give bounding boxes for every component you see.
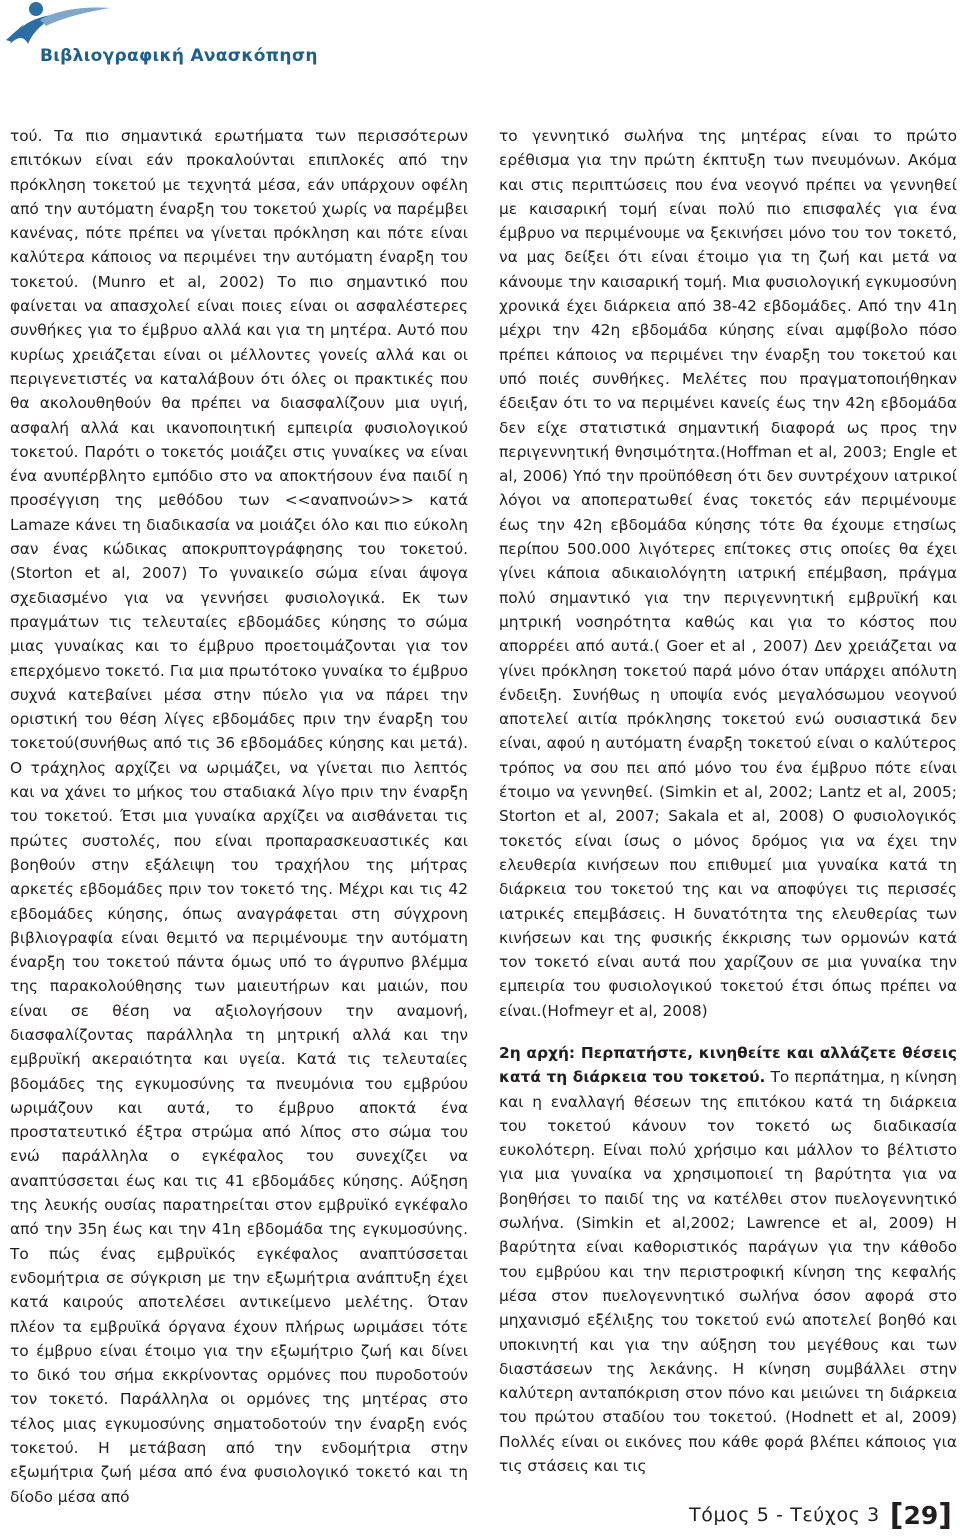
issue-label: Τόμος 5 - Τεύχος 3 [689,1504,880,1526]
subsection-body: Το περπάτημα, η κίνηση και η εναλλαγή θέσεων της επιτόκου κατά τη διάρκεια του τοκετού κάνουν τον τοκετό ως διαδικασία ευκολότερη. Είναι πολύ χρήσιμο και μάλλον το βέλτιστο για μια γυναίκα να χρησιμοποιεί τη βαρύτητα για να βοηθήσει το παιδί της να κατέλθει στον πυελογεννητικό σωλήνα. (Simkin et al,2002; Lawrence et al, 2009) Η βαρύτητα είναι καθοριστικός παράγων για την κάθοδο του εμβρύου και την περιστροφική κίνηση της κεφαλής μέσα στον πυελογεννητικό σωλήνα όσον αφορά στο μηχανισμό εξέλιξης του τοκετού ενώ αποτελεί βοηθό και υποκινητή και για την αύξηση του μεγέθους και των διαστάσεων της λεκάνης. Η κίνηση συμβάλλει στην καλύτερη ανταπόκριση στον πόνο και μειώνει τη διάρκεια του πρώτου σταδίου του τοκετού. (Hodnett et al, 2009) Πολλές είναι οι εικόνες που κάθε φορά βλέπει κάποιος για τις στάσεις και τις [499,1068,957,1476]
right-column-paragraph-1: το γεννητικό σωλήνα της μητέρας είναι το πρώτο ερέθισμα για την πρώτη έκπτυξη των πνευμόνων. Ακόμα και στις περιπτώσεις που ένα νεογνό πρέπει να γεννηθεί με καισαρική τομή είναι πολύ πιο επισφαλές για ένα έμβρυο να περιμένουμε να ξεκινήσει μόνο του τον τοκετό, να μας δείξει ότι είναι έτοιμο για τη ζωή και μετά να κάνουμε την καισαρική τομή. Μια φυσιολογική εγκυμοσύνη χρονικά έχει διάρκεια από 38-42 εβδομάδες. Από την 41η μέχρι την 42η εβδομάδα κύησης είναι αμφίβολο πόσο πρέπει κάποιος να περιμένει την έναρξη του τοκετού και υπό ποιές συνθήκες. Μελέτες που πραγματοποιήθηκαν έδειξαν ότι το να περιμένει κανείς έως την 42η εβδομάδα δεν είχε στατιστικά σημαντική διαφορά ως προς την περιγεννητική θνησιμότητα.(Hoffman et al, 2003; Engle et al, 2006) Υπό την προϋπόθεση ότι δεν συντρέχουν ιατρικοί λόγοι να αποπερατωθεί ένας τοκετός εάν περιμένουμε έως την 42η εβδομάδα κύησης τότε θα έχουμε ετησίως περίπου 500.000 λιγότερες επίτοκες στις οποίες θα έχει γίνει κάποια αδικαιολόγητη ιατρική επέμβαση, πράγμα πολύ σημαντικό για την περιγεννητική εμβρυϊκή και μητρική νοσηρότητα καθώς και για το κόστος που απορρέει από αυτά.( Goer et al , 2007) Δεν χρειάζεται να γίνει πρόκληση τοκετού παρά μόνο όταν υπάρχει απόλυτη ένδειξη. Συνήθως η υποψία ενός μεγαλόσωμου νεογνού αποτελεί αιτία πρόκλησης τοκετού ενώ ουσιαστικά δεν είναι, αφού η αυτόματη έναρξη τοκετού είναι ο καλύτερος τρόπος να σου πει από μόνο του ένα έμβρυο πότε είναι έτοιμο να γεννηθεί. (Simkin et al, 2002; Lantz et al, 2005; Storton et al, 2007; Sakala et al, 2008) Ο φυσιολογικός τοκετός είναι ίσως ο μόνος δρόμος για να έχει την ελευθερία κινήσεων που επιθυμεί μια γυναίκα κατά τη διάρκεια του τοκετού της και να αποφύγει τις περισσές ιατρικές επεμβάσεις. Η δυνατότητα της ελευθερίας των κινήσεων και της φυσικής έκκρισης των ορμονών κατά τον τοκετό είναι αυτά που χαρίζουν σε μια γυναίκα την εμπειρία του φυσιολογικού τοκετού έτσι όπως πρέπει να είναι.(Hofmeyr et al, 2008) [499,127,957,1020]
page-number: 29 [903,1500,939,1530]
subsection-heading: 2η αρχή: Περπατήστε, κινηθείτε και αλλάζετε θέσεις κατά τη διάρκεια του τοκετού. [499,1043,957,1087]
page-number-box [890,1498,952,1533]
section-title: Βιβλιογραφική Ανασκόπηση [40,46,318,66]
left-column-text: τού. Τα πιο σημαντικά ερωτήματα των περισσότερων επιτόκων είναι εάν προκαλούνται επιπλοκές από την πρόκληση τοκετού με τεχνητά μέσα, εάν υπάρχουν οφέλη από την αυτόματη έναρξη του τοκετού χωρίς να παρέμβει κανένας, πότε πρέπει να γίνεται πρόκληση και πότε είναι καλύτερα κάποιος να περιμένει την αυτόματη έναρξη του τοκετού. (Munro et al, 2002) Το πιο σημαντικό που φαίνεται να απασχολεί είναι ποιες είναι οι ασφαλέστερες συνθήκες για το έμβρυο αλλά και για τη μητέρα. Αυτό που κυρίως χρειάζεται είναι οι μέλλοντες γονείς αλλά και οι περιγενετιστές να καταλάβουν ότι όλες οι πρακτικές που θα ακολουθηθούν θα πρέπει να διασφαλίζουν μια υγιή, ασφαλή αλλά και ικανοποιητική εμπειρία φυσιολογικού τοκετού. Παρότι ο τοκετός μοιάζει στις γυναίκες να είναι ένα ανυπέρβλητο εμπόδιο στο να αποκτήσουν ένα παιδί η προσέγγιση της μεθόδου των <<αναπνοών>> κατά Lamaze κάνει τη διαδικασία να μοιάζει όλο και πιο εύκολη σαν ένας κώδικας αποκρυπτογράφησης του τοκετού.(Storton et al, 2007) Το γυναικείο σώμα είναι άψογα σχεδιασμένο για να γεννήσει φυσιολογικά. Εκ των πραγμάτων τις τελευταίες εβδομάδες κύησης το σώμα μιας γυναίκας και το έμβρυο προετοιμάζονται για τον επερχόμενο τοκετό. Για μια πρωτότοκο γυναίκα το έμβρυο συχνά κατεβαίνει μέσα στην πύελο για να πάρει την οριστική του θέση λίγες εβδομάδες πριν την έναρξη του τοκετού(συνήθως από τις 36 εβδομάδες κύησης και μετά). Ο τράχηλος αρχίζει να ωριμάζει, να γίνεται πιο λεπτός και να χάνει το μήκος του σταδιακά λίγο πριν την έναρξη του τοκετού. Έτσι μια γυναίκα αρχίζει να αισθάνεται τις πρώτες συστολές, που είναι προπαρασκευαστικές και βοηθούν στην εξάλειψη του τραχήλου της μήτρας αρκετές εβδομάδες πριν τον τοκετό της. Μέχρι και τις 42 εβδομάδες κύησης, όπως αναγράφεται στη σύγχρονη βιβλιογραφία είναι θεμιτό να περιμένουμε την αυτόματη έναρξη του τοκετού πάντα όμως υπό το άγρυπνο βλέμμα της παρακολούθησης των μαιευτήρων και μαιών, που είναι σε θέση να αξιολογήσουν την αναμονή, διασφαλίζοντας παράλληλα τη μητρική αλλά και την εμβρυϊκή ακεραιότητα και υγεία. Κατά τις τελευταίες βδομάδες της εγκυμοσύνης τα πνευμόνια του εμβρύου ωριμάζουν και αυτά, το έμβρυο αποκτά ένα προστατευτικό έξτρα στρώμα από λίπος στο σώμα του ενώ παράλληλα ο εγκέφαλος του συνεχίζει να αναπτύσσεται έως και τις 41 εβδομάδες κύησης. Αύξηση της λευκής ουσίας παρατηρείται στον εμβρυϊκό εγκέφαλο από την 35η έως και την 41η εβδομάδα της εγκυμοσύνης. Το πώς ένας εμβρυϊκός εγκέφαλος αναπτύσσεται ενδομήτρια σε σύγκριση με την εξωμήτρια ανάπτυξη έχει κατά καιρούς αποτελέσει αντικείμενο μελέτης. Όταν πλέον τα εμβρυϊκά όργανα έχουν πλήρως ωριμάσει τότε το έμβρυο είναι έτοιμο για την εξωμήτριο ζωή και δίνει το δικό του σήμα εκκρίνοντας ορμόνες που πυροδοτούν τον τοκετό. Παράλληλα οι ορμόνες της μητέρας στο τέλος μιας εγκυμοσύνης σηματοδοτούν την έναρξη ενός τοκετού. Η μετάβαση από την ενδομήτρια στην εξωμήτρια ζωή μέσα από ένα φυσιολογικό τοκετό και τη δίοδο μέσα από [10,127,468,1506]
page-header [0,0,960,95]
left-column [10,124,468,1509]
bracket-open: [ [889,1497,904,1533]
right-column [499,124,957,1478]
page-footer [689,1498,952,1532]
bracket-close: ] [938,1497,952,1533]
right-column-paragraph-2 [499,1041,957,1478]
